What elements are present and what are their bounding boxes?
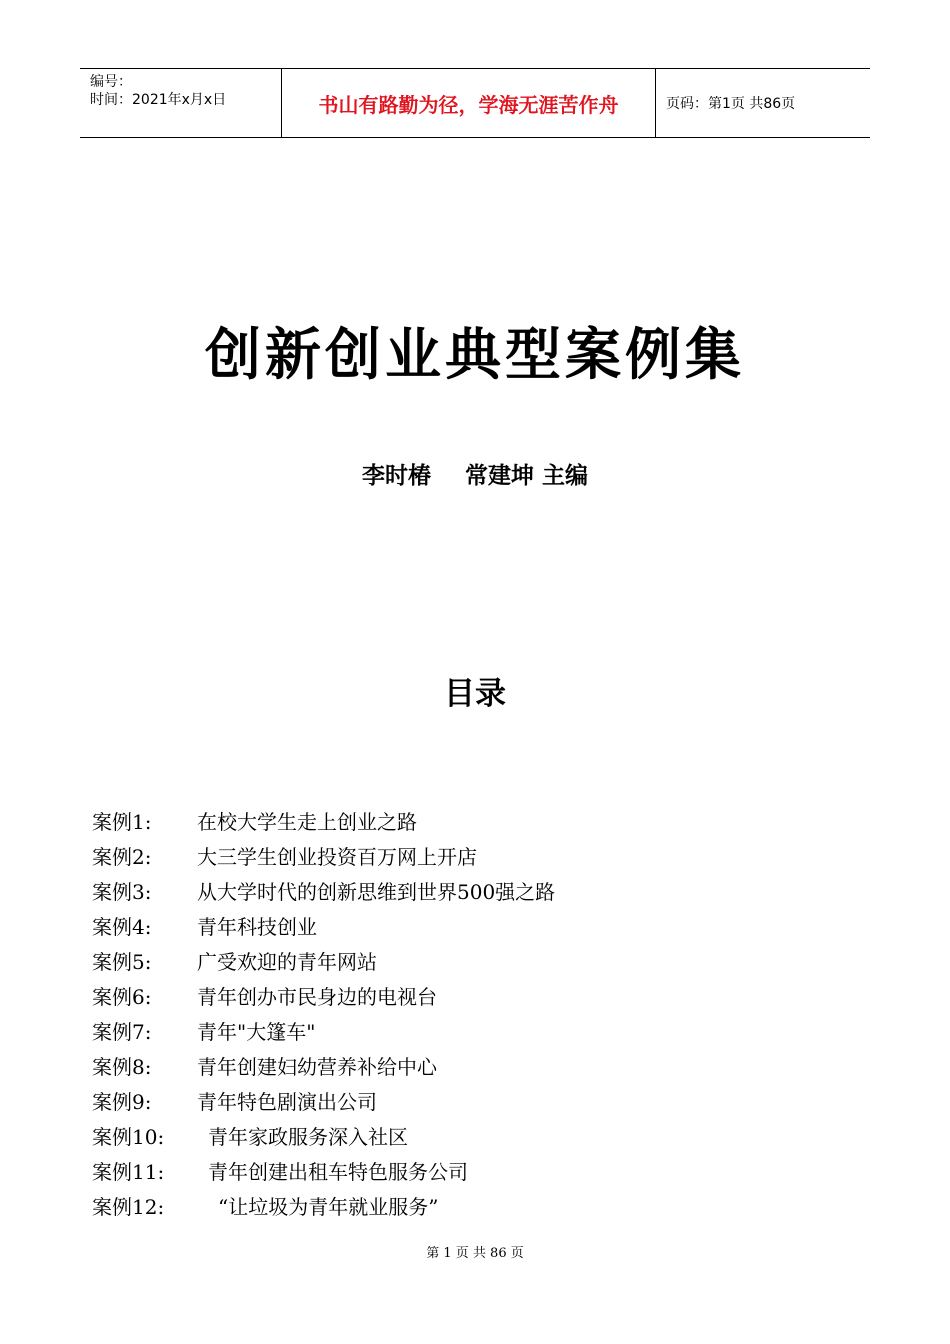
toc-item[interactable] [92,1155,852,1190]
editor-name-1: 李时椿 [361,463,431,489]
toc-item-text: 从大学时代的创新思维到世界500强之路 [197,880,556,904]
toc-item-label: 案例7: [92,1020,152,1044]
toc-item-label: 案例12: [92,1195,165,1219]
editors-line [0,460,950,492]
toc-item[interactable] [92,805,852,840]
toc-item-text: “让垃圾为青年就业服务” [218,1195,439,1219]
toc-heading: 目录 [444,676,506,712]
toc-item-text: 青年创建出租车特色服务公司 [208,1160,468,1184]
toc-item-text: 青年"大篷车" [197,1020,316,1044]
header-meta [80,69,281,137]
header-page-info: 页码：第1页 共86页 [666,96,796,112]
toc-item-text: 广受欢迎的青年网站 [197,950,377,974]
toc-item-label: 案例2: [92,845,152,869]
toc-item[interactable] [92,910,852,945]
toc-list [92,805,852,1225]
toc-item-text: 青年创办市民身边的电视台 [197,985,437,1009]
toc-item-label: 案例9: [92,1090,152,1114]
document-header [80,68,870,138]
toc-item-label: 案例8: [92,1055,152,1079]
header-motto: 书山有路勤为径，学海无涯苦作舟 [281,69,656,137]
toc-item[interactable] [92,1050,852,1085]
toc-item[interactable] [92,840,852,875]
toc-item[interactable] [92,945,852,980]
toc-item-label: 案例6: [92,985,152,1009]
toc-item-label: 案例4: [92,915,152,939]
document-title: 创新创业典型案例集 [205,322,745,388]
toc-item-text: 青年创建妇幼营养补给中心 [197,1055,437,1079]
editor-name-2: 常建坤 主编 [464,463,588,489]
toc-item-text: 在校大学生走上创业之路 [197,810,417,834]
time-label: 时间：2021年x月x日 [90,92,227,108]
toc-item[interactable] [92,980,852,1015]
toc-item-text: 青年科技创业 [197,915,317,939]
toc-item-label: 案例10: [92,1125,165,1149]
toc-item[interactable] [92,1190,852,1225]
toc-item-text: 大三学生创业投资百万网上开店 [197,845,477,869]
toc-item-label: 案例11: [92,1160,165,1184]
toc-item-label: 案例5: [92,950,152,974]
toc-item-label: 案例1: [92,810,152,834]
toc-item[interactable] [92,1015,852,1050]
toc-item[interactable] [92,1085,852,1120]
serial-label: 编号： [90,74,132,90]
toc-item[interactable] [92,1120,852,1155]
toc-item-text: 青年家政服务深入社区 [208,1125,408,1149]
page-footer: 第 1 页 共 86 页 [426,1246,524,1261]
toc-item[interactable] [92,875,852,910]
toc-item-text: 青年特色剧演出公司 [197,1090,377,1114]
toc-item-label: 案例3: [92,880,152,904]
